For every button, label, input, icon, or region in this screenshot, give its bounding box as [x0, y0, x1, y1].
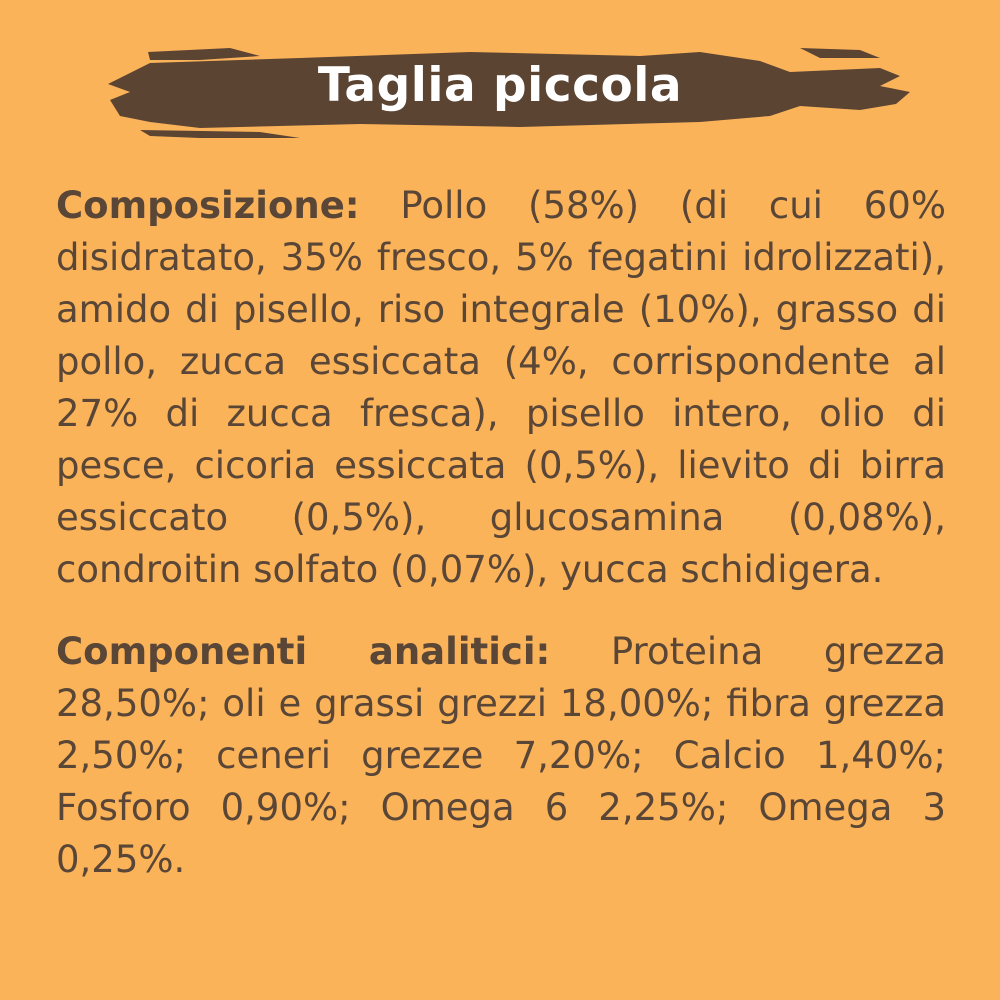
page-title: Taglia piccola: [317, 57, 683, 113]
analytical-constituents-label: Componenti analitici:: [56, 630, 551, 673]
ingredients-content: [56, 180, 946, 886]
composition-label: Composizione:: [56, 184, 360, 227]
title-banner: [0, 30, 1000, 140]
composition-paragraph: [56, 180, 946, 596]
analytical-constituents-text: Proteina grezza 28,50%; oli e grassi grezzi 18,00%; fibra grezza 2,50%; ceneri grezze 7,20%; Calcio 1,40%; Fosforo 0,90%; Omega 6 2,25%; Omega 3 0,25%.: [56, 630, 947, 881]
composition-text: Pollo (58%) (di cui 60% disidratato, 35% fresco, 5% fegatini idrolizzati), amido di pisello, riso integrale (10%), grasso di pollo, zucca essiccata (4%, corrispondente al 27% di zucca fresca), pisello intero, olio di pesce, cicoria essiccata (0,5%), lievito di birra essiccato (0,5%), glucosamina (0,08%), condroitin solfato (0,07%), yucca schidigera.: [56, 184, 946, 591]
analytical-constituents-paragraph: [56, 626, 946, 886]
